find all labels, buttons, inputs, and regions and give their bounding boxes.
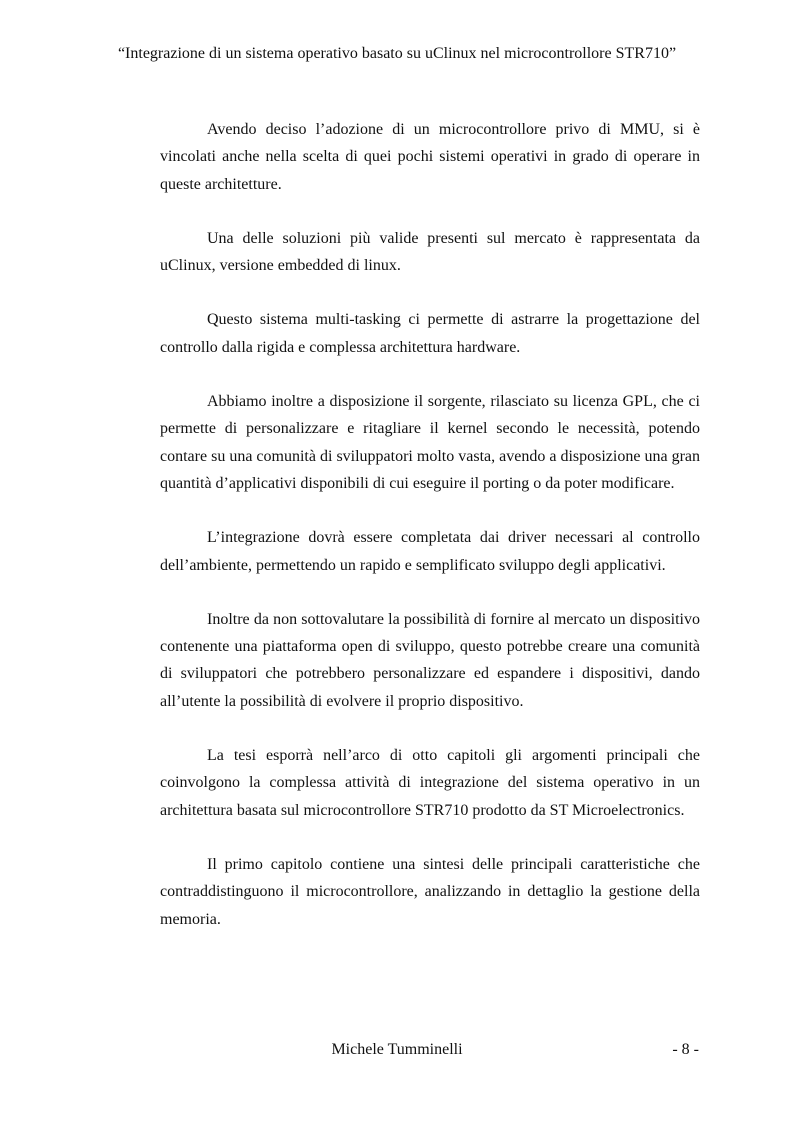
paragraph-5: L’integrazione dovrà essere completata dai driver necessari al controllo dell’ambiente, permettendo un rapido e semplificato sviluppo degli applicativi. xyxy=(160,529,700,574)
paragraph-1: Avendo deciso l’adozione di un microcontrollore privo di MMU, si è vincolati anche nella scelta di quei pochi sistemi operativi in grado di operare in queste architetture. xyxy=(160,121,700,193)
paragraph-6: Inoltre da non sottovalutare la possibilità di fornire al mercato un dispositivo contenente una piattaforma open di sviluppo, questo potrebbe creare una comunità di sviluppatori che potrebbero personalizzare ed espandere i dispositivi, dando all’utente la possibilità di evolvere il proprio dispositivo. xyxy=(160,610,700,710)
paragraph-2: Una delle soluzioni più valide presenti sul mercato è rappresentata da uClinux, versione embedded di linux. xyxy=(160,229,700,275)
paragraph-4: Abbiamo inoltre a disposizione il sorgente, rilasciato su licenza GPL, che ci permette di personalizzare e ritagliare il kernel secondo le necessità, potendo contare su una comunità di sviluppatori molto vasta, avendo a disposizione una gran quantità d’applicativi disponibili di cui eseguire il porting o da poter modificare. xyxy=(160,393,700,492)
paragraph-8: Il primo capitolo contiene una sintesi delle principali caratteristiche che contraddistinguono il microcontrollore, analizzando in dettaglio la gestione della memoria. xyxy=(160,855,700,928)
page-number: - 8 - xyxy=(672,1041,699,1058)
running-header: “Integrazione di un sistema operativo basato su uClinux nel microcontrollore STR710” xyxy=(117,45,677,62)
footer-author: Michele Tumminelli xyxy=(331,1041,463,1058)
body-text xyxy=(160,116,700,960)
paragraph-3: Questo sistema multi-tasking ci permette di astrarre la progettazione del controllo dalla rigida e complessa architettura hardware. xyxy=(160,311,700,356)
paragraph-7: La tesi esporrà nell’arco di otto capitoli gli argomenti principali che coinvolgono la complessa attività di integrazione del sistema operativo in un architettura basata sul microcontrollore STR710 prodotto da ST Microelectronics. xyxy=(160,747,700,819)
